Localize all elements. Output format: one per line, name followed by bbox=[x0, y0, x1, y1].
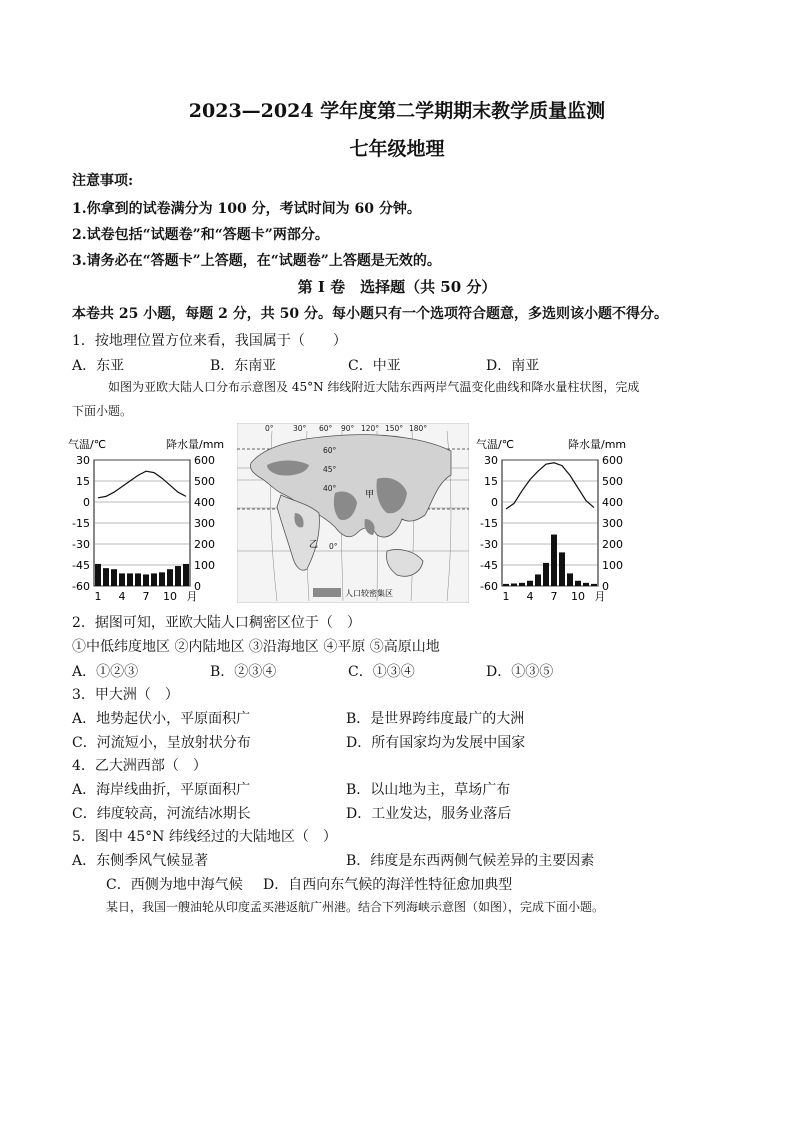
right-chart-precip-tick: 600 bbox=[602, 454, 623, 467]
lat-label-40: 40° bbox=[323, 484, 337, 493]
left-chart-month-tick: 4 bbox=[118, 590, 126, 603]
left-precip-axis-label: 降水量/mm bbox=[166, 438, 225, 451]
right-chart-precip-bar bbox=[583, 583, 589, 586]
q4-option-d: D．工业发达，服务业落后 bbox=[346, 806, 512, 822]
right-chart-precip-tick: 100 bbox=[602, 559, 623, 572]
q4-option-a: A．海岸线曲折，平原面积广 bbox=[72, 782, 251, 798]
q3-stem: 3．甲大洲（ ） bbox=[72, 687, 179, 703]
left-chart-precip-bar bbox=[183, 564, 189, 586]
left-chart-month-tick: 10 bbox=[163, 590, 177, 603]
q3-option-c: C．河流短小，呈放射状分布 bbox=[72, 735, 251, 751]
right-chart-precip-bar bbox=[535, 574, 541, 586]
lat-label-0: 0° bbox=[329, 542, 338, 551]
left-chart-month-tick: 月 bbox=[186, 590, 198, 603]
left-chart-month-tick: 7 bbox=[142, 590, 150, 603]
notice-heading: 注意事项: bbox=[72, 173, 134, 189]
lat-label-60: 60° bbox=[323, 446, 337, 455]
q2-choices: ①中低纬度地区 ②内陆地区 ③沿海地区 ④平原 ⑤高原山地 bbox=[72, 639, 440, 655]
region-label-jia: 甲 bbox=[365, 490, 375, 500]
left-chart-precip-tick: 600 bbox=[194, 454, 215, 467]
lat-label-45: 45° bbox=[323, 465, 337, 474]
left-chart-precip-tick: 400 bbox=[194, 496, 215, 509]
passage1-line2: 下面小题。 bbox=[72, 404, 133, 418]
right-chart-month-tick: 7 bbox=[550, 590, 558, 603]
left-chart-temp-tick: -60 bbox=[72, 580, 90, 593]
q1-stem: 1．按地理位置方位来看，我国属于（ ） bbox=[72, 333, 347, 349]
right-chart-precip-bar bbox=[559, 552, 565, 586]
right-chart-precip-bar bbox=[503, 584, 509, 586]
right-chart-precip-tick: 300 bbox=[602, 517, 623, 530]
left-chart-precip-tick: 200 bbox=[194, 538, 215, 551]
q1-option-b: B．东南亚 bbox=[210, 358, 277, 374]
lon-label-60: 60° bbox=[319, 424, 333, 433]
notice-item-2: 2.试卷包括“试题卷”和“答题卡”两部分。 bbox=[72, 227, 329, 243]
left-chart-precip-bar bbox=[175, 566, 181, 586]
right-chart-precip-bar bbox=[527, 581, 533, 586]
q1-option-c: C．中亚 bbox=[348, 358, 401, 374]
q3-option-b: B．是世界跨纬度最广的大洲 bbox=[346, 711, 525, 727]
right-chart-temp-tick: -60 bbox=[480, 580, 498, 593]
left-temp-axis-label: 气温/℃ bbox=[68, 438, 107, 451]
left-chart-temp-line bbox=[98, 471, 186, 498]
q4-stem: 4．乙大洲西部（ ） bbox=[72, 758, 207, 774]
right-chart-temp-tick: -30 bbox=[480, 538, 498, 551]
q5-option-c: C．西侧为地中海气候 bbox=[106, 877, 243, 893]
q2-option-c: C．①③④ bbox=[348, 664, 415, 680]
left-chart-precip-bar bbox=[167, 569, 173, 586]
right-chart-precip-tick: 500 bbox=[602, 475, 623, 488]
left-chart-temp-tick: -45 bbox=[72, 559, 90, 572]
right-climate-chart bbox=[472, 432, 642, 608]
right-chart-precip-bar bbox=[519, 583, 525, 586]
left-chart-precip-bar bbox=[143, 574, 149, 586]
left-chart-temp-tick: -30 bbox=[72, 538, 90, 551]
right-chart-month-tick: 月 bbox=[594, 590, 606, 603]
right-chart-temp-tick: -45 bbox=[480, 559, 498, 572]
right-chart-month-tick: 4 bbox=[526, 590, 534, 603]
right-chart-precip-bar bbox=[543, 563, 549, 586]
lon-label-180: 180° bbox=[409, 424, 428, 433]
left-chart-precip-tick: 0 bbox=[194, 580, 201, 593]
left-chart-precip-bar bbox=[135, 573, 141, 586]
notice-item-3: 3.请务必在“答题卡”上答题，在“试题卷”上答题是无效的。 bbox=[72, 253, 441, 269]
right-chart-precip-bar bbox=[511, 583, 517, 586]
q1-option-a: A．东亚 bbox=[72, 358, 125, 374]
left-chart-precip-bar bbox=[103, 568, 109, 586]
legend-swatch bbox=[313, 588, 341, 597]
left-chart-temp-tick: -15 bbox=[72, 517, 90, 530]
right-chart-precip-tick: 200 bbox=[602, 538, 623, 551]
passage1-line1: 如图为亚欧大陆人口分布示意图及 45°N 纬线附近大陆东西两岸气温变化曲线和降水量柱状图，完成 bbox=[108, 380, 640, 394]
lon-label-120: 120° bbox=[361, 424, 380, 433]
q1-option-d: D．南亚 bbox=[486, 358, 540, 374]
q2-stem: 2．据图可知，亚欧大陆人口稠密区位于（ ） bbox=[72, 615, 361, 631]
page-subtitle: 七年级地理 bbox=[349, 138, 445, 160]
q4-option-c: C．纬度较高，河流结冰期长 bbox=[72, 806, 251, 822]
q5-option-d: D．自西向东气候的海洋性特征愈加典型 bbox=[263, 877, 513, 893]
passage2: 某日，我国一艘油轮从印度孟买港返航广州港。结合下列海峡示意图（如图），完成下面小题。 bbox=[106, 900, 605, 914]
page-title: 2023—2024 学年度第二学期期末教学质量监测 bbox=[188, 100, 606, 122]
right-chart-precip-bar bbox=[575, 581, 581, 586]
q4-option-b: B．以山地为主，草场广布 bbox=[346, 782, 511, 798]
legend-label: 人口较密集区 bbox=[345, 589, 393, 598]
left-chart-precip-tick: 300 bbox=[194, 517, 215, 530]
left-chart-precip-bar bbox=[151, 573, 157, 586]
q5-stem: 5．图中 45°N 纬线经过的大陆地区（ ） bbox=[72, 829, 337, 845]
lon-label-0: 0° bbox=[265, 424, 274, 433]
left-chart-precip-tick: 100 bbox=[194, 559, 215, 572]
right-chart-precip-bar bbox=[591, 584, 597, 586]
right-chart-precip-tick: 400 bbox=[602, 496, 623, 509]
lon-label-90: 90° bbox=[341, 424, 355, 433]
left-chart-temp-tick: 0 bbox=[83, 496, 90, 509]
lon-label-30: 30° bbox=[293, 424, 307, 433]
q3-option-a: A．地势起伏小，平原面积广 bbox=[72, 711, 251, 727]
left-chart-temp-tick: 30 bbox=[76, 454, 90, 467]
right-chart-temp-tick: 0 bbox=[491, 496, 498, 509]
left-chart-precip-tick: 500 bbox=[194, 475, 215, 488]
right-chart-precip-bar bbox=[551, 535, 557, 586]
right-chart-temp-tick: 30 bbox=[484, 454, 498, 467]
right-chart-precip-bar bbox=[567, 573, 573, 586]
left-chart-precip-bar bbox=[111, 569, 117, 586]
left-climate-chart bbox=[62, 432, 232, 608]
right-chart-month-tick: 10 bbox=[571, 590, 585, 603]
q5-option-a: A．东侧季风气候显著 bbox=[72, 853, 209, 869]
left-chart-month-tick: 1 bbox=[94, 590, 102, 603]
right-chart-temp-tick: -15 bbox=[480, 517, 498, 530]
region-label-yi: 乙 bbox=[309, 540, 319, 550]
q2-option-b: B．②③④ bbox=[210, 664, 277, 680]
left-chart-temp-tick: 15 bbox=[76, 475, 90, 488]
q2-option-a: A．①②③ bbox=[72, 664, 139, 680]
q3-option-d: D．所有国家均为发展中国家 bbox=[346, 735, 526, 751]
lon-label-150: 150° bbox=[385, 424, 404, 433]
left-chart-precip-bar bbox=[95, 564, 101, 586]
left-chart-precip-bar bbox=[159, 572, 165, 586]
eurasia-population-map bbox=[237, 423, 469, 603]
left-chart-precip-bar bbox=[119, 573, 125, 586]
section-intro: 本卷共 25 小题，每题 2 分，共 50 分。每小题只有一个选项符合题意，多选则该小题不得分。 bbox=[72, 306, 668, 322]
right-chart-temp-tick: 15 bbox=[484, 475, 498, 488]
right-precip-axis-label: 降水量/mm bbox=[568, 438, 627, 451]
left-chart-precip-bar bbox=[127, 573, 133, 586]
q2-option-d: D．①③⑤ bbox=[486, 664, 554, 680]
right-chart-month-tick: 1 bbox=[502, 590, 510, 603]
right-chart-precip-tick: 0 bbox=[602, 580, 609, 593]
section-title: 第 I 卷 选择题（共 50 分） bbox=[297, 278, 497, 296]
right-temp-axis-label: 气温/℃ bbox=[476, 438, 515, 451]
q5-option-b: B．纬度是东西两侧气候差异的主要因素 bbox=[346, 853, 595, 869]
notice-item-1: 1.你拿到的试卷满分为 100 分，考试时间为 60 分钟。 bbox=[72, 201, 421, 217]
